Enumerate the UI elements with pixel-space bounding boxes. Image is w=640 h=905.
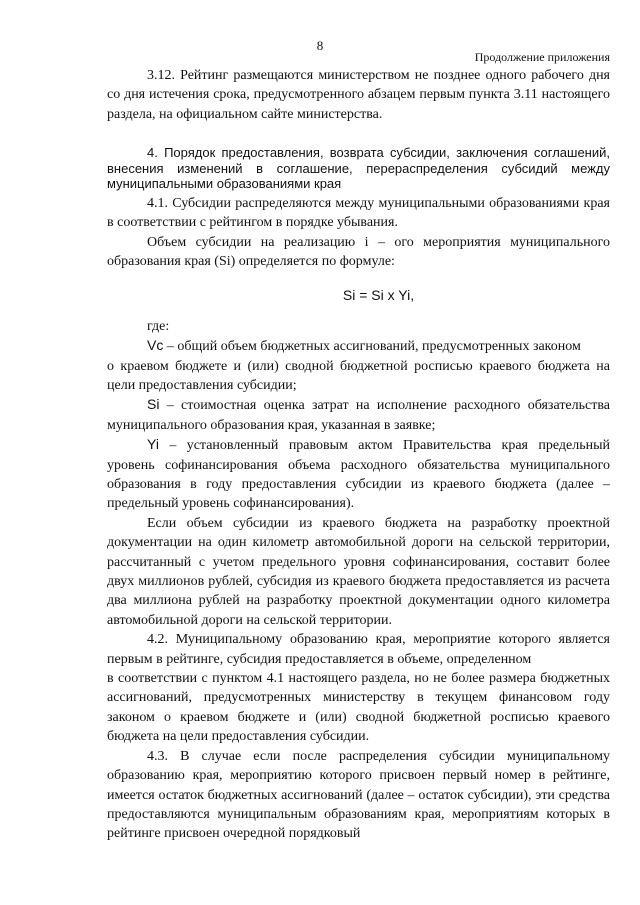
paragraph-4-1-formula-intro: Объем субсидии на реализацию i – ого мероприятия муниципального образования края (Si) определяется по формуле: <box>107 234 610 269</box>
definition-si <box>107 395 610 435</box>
symbol-vc: Vc <box>147 337 164 354</box>
definition-si-text: – стоимостная оценка затрат на исполнение расходного обязательства муниципального образования края, указанная в заявке; <box>107 398 610 433</box>
definition-yi <box>107 435 610 514</box>
symbol-si: Si <box>147 396 160 413</box>
definition-vc-continuation: о краевом бюджете и (или) сводной бюджетной росписью краевого бюджета на цели предоставления субсидии; <box>107 358 610 393</box>
paragraph-4-1: 4.1. Субсидии распределяются между муниципальными образованиями края в соответствии с рейтингом в порядке убывания. <box>107 195 610 231</box>
paragraph-4-3: 4.3. В случае если после распределения субсидии муниципальному образованию края, мероприятию которого присвоен первый номер в рейтинге, имеется остаток бюджетных ассигнований (далее – остаток субсидии), эти средства предоставляются муниципальным образованиям края, мероприятиям которых в рейтинге присвоен очередной порядковый <box>107 748 610 842</box>
paragraph-4-2-continuation: в соответствии с пунктом 4.1 настоящего раздела, но не более размера бюджетных ассигнований, предусмотренных министерству в текущем финансовом году законом о краевом бюджете и (или) сводной бюджетной росписью краевого бюджета на цели предоставления субсидии. <box>107 671 610 745</box>
paragraph-3-12: 3.12. Рейтинг размещаются министерством не позднее одного рабочего дня со дня истечения срока, предусмотренного абзацем первым пункта 3.11 настоящего раздела, на официальном сайте министерства. <box>107 68 610 122</box>
definition-vc-text: – общий объем бюджетных ассигнований, предусмотренных законом <box>163 339 581 355</box>
paragraph-4-2: 4.2. Муниципальному образованию края, мероприятие которого является первым в рейтинге, субсидия предоставляется в объеме, определенном <box>107 632 610 667</box>
formula: Si = Si x Yi, <box>342 287 415 304</box>
document-body <box>107 66 610 844</box>
continuation-note: Продолжение приложения <box>474 50 610 64</box>
where-label: где: <box>147 318 170 334</box>
definition-vc <box>107 336 610 356</box>
symbol-yi: Yi <box>147 436 159 453</box>
page-number: 8 <box>316 38 324 53</box>
paragraph-subsidy-limit: Если объем субсидии из краевого бюджета на разработку проектной документации на один километр автомобильной дороги на сельской территории, рассчитанный с учетом предельного уровня софинансирования, составит более двух миллионов рублей, субсидия из краевого бюджета предоставляется из расчета два миллиона рублей на разработку проектной документации одного километра автомобильной дороги на сельской территории. <box>107 515 610 628</box>
section-4-heading: 4. Порядок предоставления, возврата субсидии, заключения соглашений, внесения изменений в соглашение, перераспределения субсидий между муниципальными образованиями края <box>107 145 610 192</box>
definition-yi-text: – установленный правовым актом Правительства края предельный уровень софинансирования объема расходного обязательства муниципального образования в году предоставления субсидии из краевого бюджета (далее – предельный уровень софинансирования). <box>107 438 610 512</box>
